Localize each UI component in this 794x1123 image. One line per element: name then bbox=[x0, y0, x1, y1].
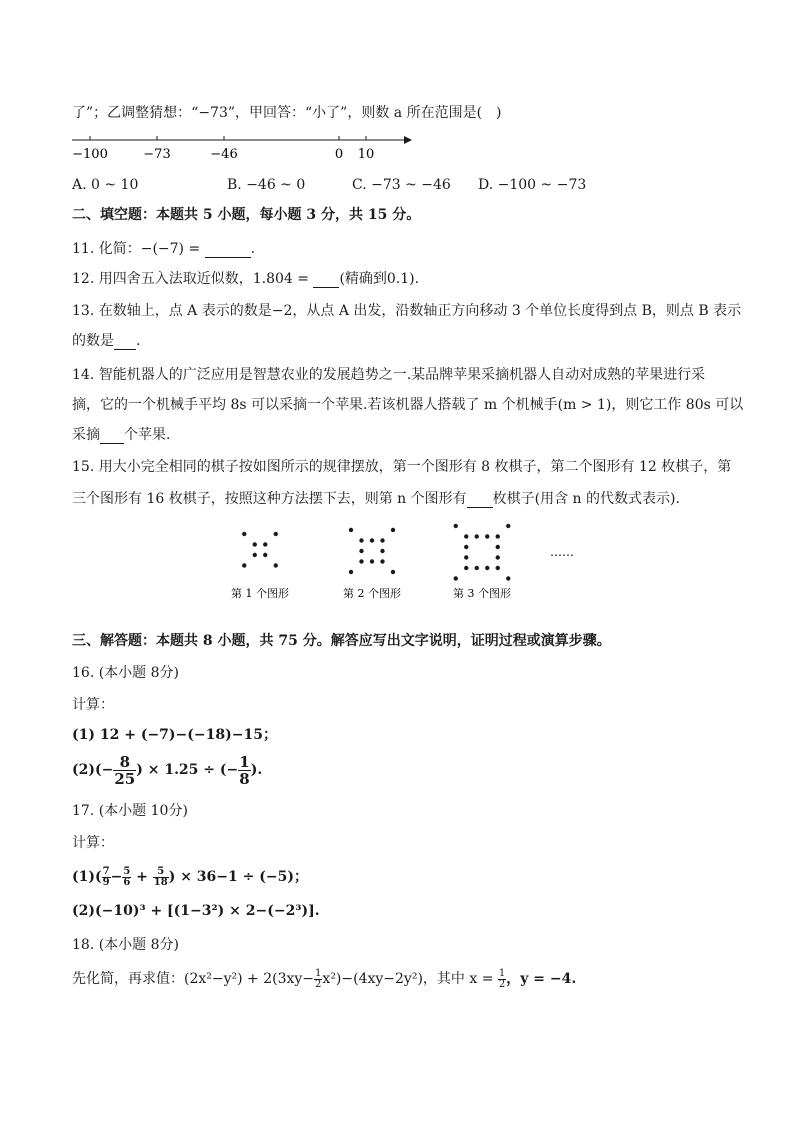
q12-suffix: (精确到0.1). bbox=[339, 271, 420, 287]
q10-options bbox=[72, 176, 672, 194]
tick-label-0: 0 bbox=[334, 147, 344, 162]
q17-header: 17. (本小题 10分) bbox=[72, 803, 188, 819]
q18-header: 18. (本小题 8分) bbox=[72, 937, 179, 953]
q18-text bbox=[72, 964, 576, 994]
chess-piece bbox=[263, 542, 267, 546]
frac-den: 2 bbox=[315, 978, 322, 990]
chess-piece bbox=[380, 538, 384, 542]
frac-num: 5 bbox=[123, 865, 131, 877]
q10-text: 了”；乙调整猜想：“−73”，甲回答：“小了”，则数 a 所在范围是( ) bbox=[72, 105, 502, 121]
figure-1-label: 第 1 个图形 bbox=[231, 587, 289, 600]
chess-piece bbox=[242, 563, 246, 567]
tick-label-neg73: −73 bbox=[143, 147, 171, 162]
option-b: B. −46 ~ 0 bbox=[227, 177, 306, 193]
section2-title: 二、填空题：本题共 5 小题，每小题 3 分，共 15 分。 bbox=[72, 207, 421, 223]
q14-line3-prefix: 采摘 bbox=[72, 427, 100, 443]
fraction-5-6 bbox=[122, 867, 131, 888]
figure-3-label: 第 3 个图形 bbox=[453, 587, 511, 600]
fraction-8-25 bbox=[113, 754, 136, 787]
frac-num: 5 bbox=[153, 867, 169, 878]
q11 bbox=[72, 240, 255, 258]
q17-p1-a: (1)( bbox=[72, 869, 102, 885]
frac-den: 25 bbox=[114, 769, 136, 788]
chess-piece bbox=[359, 549, 363, 553]
q16-p2-a: (2)(− bbox=[72, 762, 114, 778]
frac-den: 2 bbox=[498, 978, 506, 990]
chess-piece bbox=[506, 524, 510, 528]
chess-piece bbox=[464, 545, 468, 549]
option-c: C. −73 ~ −46 bbox=[352, 177, 451, 193]
chess-piece bbox=[380, 549, 384, 553]
q14-line2: 摘，它的一个机械手平均 8s 可以采摘一个苹果.若该机器人搭载了 m 个机械手(m > 1)，则它工作 80s 可以 bbox=[72, 397, 744, 413]
frac-num: 1 bbox=[498, 967, 506, 979]
q18-text-c: ，y = −4. bbox=[506, 971, 577, 987]
tick-label-neg100: −100 bbox=[72, 147, 108, 162]
tick-label-neg46: −46 bbox=[210, 147, 238, 162]
pattern-figure-2 bbox=[349, 528, 395, 574]
q18-text-a: 先化简，再求值：(2x²−y²) + 2(3xy− bbox=[72, 971, 315, 987]
frac-num: 1 bbox=[239, 752, 250, 771]
q16-part2 bbox=[72, 752, 262, 788]
pattern-figure-3 bbox=[454, 524, 511, 581]
q14-line3 bbox=[72, 426, 170, 444]
frac-den: 9 bbox=[102, 876, 110, 888]
chess-piece bbox=[253, 553, 257, 557]
chess-piece bbox=[391, 528, 395, 532]
chess-piece bbox=[454, 576, 458, 580]
q11-prefix: 11. 化简：−(−7) = bbox=[72, 241, 201, 257]
q17-op1: − bbox=[110, 869, 123, 885]
q16-calc: 计算： bbox=[72, 697, 114, 713]
frac-den: 6 bbox=[123, 876, 131, 888]
q15-line2-suffix: 枚棋子(用含 n 的代数式表示). bbox=[492, 491, 680, 507]
chess-piece bbox=[349, 528, 353, 532]
tick-label-10: 10 bbox=[357, 147, 375, 162]
frac-num: 8 bbox=[113, 754, 136, 771]
frac-den: 8 bbox=[239, 769, 250, 788]
frac-den: 18 bbox=[153, 876, 168, 888]
q13-line1: 13. 在数轴上，点 A 表示的数是−2，从点 A 出发，沿数轴正方向移动 3 个单位长度得到点 B，则点 B 表示 bbox=[72, 303, 742, 319]
q17-part2: (2)(−10)³ + [(1−3²) × 2−(−2³)]. bbox=[72, 903, 320, 919]
q11-suffix: . bbox=[250, 241, 256, 257]
chess-piece bbox=[242, 532, 246, 536]
chess-piece bbox=[454, 524, 458, 528]
chess-piece bbox=[464, 566, 468, 570]
q17-p1-b: ) × 36−1 ÷ (−5)； bbox=[168, 869, 308, 885]
ellipsis: …… bbox=[550, 545, 574, 559]
chess-piece bbox=[464, 534, 468, 538]
q17-part1 bbox=[72, 862, 308, 892]
section3-title: 三、解答题：本题共 8 小题，共 75 分。解答应写出文字说明，证明过程或演算步骤。 bbox=[72, 633, 611, 649]
chess-piece bbox=[475, 566, 479, 570]
q15-pattern-figure bbox=[220, 510, 600, 605]
q13-line2-prefix: 的数是 bbox=[72, 333, 114, 349]
q18-text-b: x²)−(4xy−2y²)，其中 x = bbox=[322, 971, 494, 987]
q11-blank bbox=[205, 243, 251, 258]
q16-p2-b: ) × 1.25 ÷ (− bbox=[136, 762, 239, 778]
chess-piece bbox=[506, 576, 510, 580]
fraction-1-8 bbox=[238, 754, 250, 787]
fraction-7-9 bbox=[102, 867, 111, 888]
option-a: A. 0 ~ 10 bbox=[72, 177, 139, 193]
q17-op2: + bbox=[131, 869, 153, 885]
q15-line2 bbox=[72, 490, 680, 508]
q13-line2 bbox=[72, 332, 140, 350]
chess-piece bbox=[380, 559, 384, 563]
chess-piece bbox=[359, 559, 363, 563]
q17-calc: 计算： bbox=[72, 835, 114, 851]
figure-2-label: 第 2 个图形 bbox=[343, 587, 401, 600]
chess-piece bbox=[370, 559, 374, 563]
chess-piece bbox=[253, 542, 257, 546]
fraction-5-18 bbox=[153, 867, 169, 888]
pattern-figure-1 bbox=[242, 532, 278, 568]
chess-piece bbox=[496, 534, 500, 538]
chess-piece bbox=[349, 570, 353, 574]
frac-num: 7 bbox=[102, 865, 110, 877]
chess-piece bbox=[359, 538, 363, 542]
chess-piece bbox=[496, 555, 500, 559]
option-d: D. −100 ~ −73 bbox=[478, 177, 587, 193]
chess-piece bbox=[274, 532, 278, 536]
q16-header: 16. (本小题 8分) bbox=[72, 665, 179, 681]
q15-line1: 15. 用大小完全相同的棋子按如图所示的规律摆放，第一个图形有 8 枚棋子，第二个图形有 12 枚棋子，第 bbox=[72, 459, 732, 475]
q12 bbox=[72, 270, 419, 288]
chess-piece bbox=[370, 538, 374, 542]
q13-line2-suffix: . bbox=[136, 333, 141, 349]
chess-piece bbox=[475, 534, 479, 538]
chess-piece bbox=[464, 555, 468, 559]
q15-line2-prefix: 三个图形有 16 枚棋子，按照这种方法摆下去，则第 n 个图形有 bbox=[72, 491, 467, 507]
q16-part1: (1) 12 + (−7)−(−18)−15； bbox=[72, 727, 277, 743]
chess-piece bbox=[263, 553, 267, 557]
number-line bbox=[60, 128, 420, 164]
q14-blank bbox=[100, 429, 124, 444]
chess-piece bbox=[391, 570, 395, 574]
q12-blank bbox=[313, 273, 339, 288]
q13-blank bbox=[114, 335, 136, 350]
q16-p2-c: ). bbox=[250, 762, 263, 778]
chess-piece bbox=[485, 534, 489, 538]
q12-prefix: 12. 用四舍五入法取近似数，1.804 = bbox=[72, 271, 309, 287]
chess-piece bbox=[496, 545, 500, 549]
q15-blank bbox=[467, 493, 493, 508]
frac-num: 1 bbox=[315, 967, 322, 979]
chess-piece bbox=[274, 563, 278, 567]
chess-piece bbox=[496, 566, 500, 570]
q14-line1: 14. 智能机器人的广泛应用是智慧农业的发展趋势之一.某品牌苹果采摘机器人自动对成熟的苹果进行采 bbox=[72, 367, 706, 383]
chess-piece bbox=[485, 566, 489, 570]
q14-line3-suffix: 个苹果. bbox=[124, 427, 171, 443]
